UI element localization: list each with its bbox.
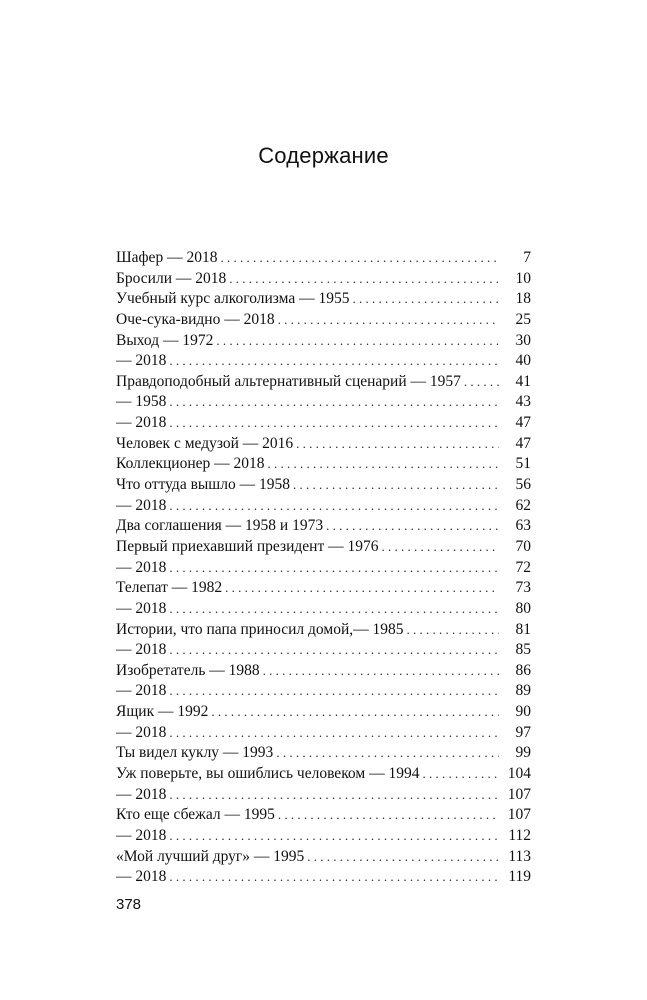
toc-entry [116, 599, 531, 620]
toc-entry [116, 847, 531, 868]
toc-entry-title: — 2018 [116, 496, 167, 514]
dot-leader [263, 661, 499, 682]
dot-leader [225, 578, 499, 599]
toc-entry-title: — 2018 [116, 785, 167, 803]
dot-leader [169, 785, 499, 806]
toc-entry-title: Ящик — 1992 [116, 703, 209, 721]
toc-entry-title: Бросили — 2018 [116, 269, 227, 287]
toc-entry [116, 805, 531, 826]
toc-entry [116, 578, 531, 599]
toc-entry-page: 10 [515, 269, 531, 287]
toc-entry [116, 310, 531, 331]
toc-entry [116, 454, 531, 475]
toc-entry [116, 516, 531, 537]
toc-entry [116, 434, 531, 455]
toc-entry-page: 70 [515, 537, 531, 555]
toc-entry [116, 248, 531, 269]
toc-entry [116, 289, 531, 310]
toc-entry-page: 85 [515, 641, 531, 659]
toc-entry-page: 89 [515, 682, 531, 700]
toc-entry [116, 351, 531, 372]
toc-entry-page: 119 [508, 868, 531, 886]
dot-leader [422, 764, 499, 785]
toc-entry [116, 475, 531, 496]
dot-leader [293, 475, 499, 496]
toc-entry-title: Шафер — 2018 [116, 249, 218, 266]
toc-entry [116, 785, 531, 806]
dot-leader [169, 558, 499, 579]
toc-entry [116, 413, 531, 434]
dot-leader [169, 867, 499, 888]
toc-entry [116, 661, 531, 682]
toc-entry-page: 81 [515, 620, 531, 638]
dot-leader [169, 351, 499, 372]
toc-entry-title: Что оттуда вышло — 1958 [116, 476, 290, 494]
toc-entry-page: 7 [523, 249, 531, 266]
toc-entry-title: Правдоподобный альтернативный сценарий — 1957 [116, 372, 461, 390]
toc-entry [116, 743, 531, 764]
dot-leader [268, 454, 499, 475]
table-of-contents [116, 248, 531, 888]
dot-leader [169, 392, 499, 413]
toc-entry-title: — 2018 [116, 599, 167, 617]
toc-entry [116, 620, 531, 641]
toc-entry-page: 73 [515, 579, 531, 597]
toc-entry-page: 62 [515, 496, 531, 514]
toc-entry-page: 40 [515, 352, 531, 370]
dot-leader [169, 599, 499, 620]
toc-entry-title: — 2018 [116, 352, 167, 370]
toc-entry [116, 496, 531, 517]
toc-entry-title: Коллекционер — 2018 [116, 455, 265, 473]
toc-entry-page: 41 [515, 372, 531, 390]
toc-entry-title: Первый приехавший президент — 1976 [116, 537, 379, 555]
toc-entry-title: — 2018 [116, 682, 167, 700]
toc-entry-title: Ты видел куклу — 1993 [116, 744, 274, 762]
toc-entry-title: Оче-сука-видно — 2018 [116, 310, 275, 328]
toc-entry-page: 43 [515, 393, 531, 411]
toc-entry-title: Кто еще сбежал — 1995 [116, 806, 275, 824]
toc-entry-page: 107 [507, 785, 531, 803]
toc-entry-page: 97 [515, 723, 531, 741]
toc-entry [116, 392, 531, 413]
toc-entry-page: 72 [515, 558, 531, 576]
dot-leader [169, 640, 499, 661]
toc-entry-page: 18 [515, 290, 531, 308]
toc-entry-title: Истории, что папа приносил домой,— 1985 [116, 620, 404, 638]
toc-entry-title: — 2018 [116, 723, 167, 741]
dot-leader [278, 805, 499, 826]
toc-entry-title: — 2018 [116, 558, 167, 576]
toc-entry [116, 558, 531, 579]
toc-entry-title: Уж поверьте, вы ошиблись человеком — 1994 [116, 765, 420, 783]
page-title: Содержание [258, 143, 389, 168]
dot-leader [229, 269, 499, 290]
toc-entry-page: 104 [507, 765, 531, 783]
dot-leader [211, 702, 499, 723]
toc-entry-title: — 2018 [116, 641, 167, 659]
dot-leader [278, 310, 499, 331]
toc-entry-title: Телепат — 1982 [116, 579, 223, 597]
toc-entry-page: 47 [515, 434, 531, 452]
toc-entry-page: 56 [515, 476, 531, 494]
dot-leader [169, 681, 499, 702]
toc-entry [116, 826, 531, 847]
toc-entry-page: 63 [515, 517, 531, 535]
dot-leader [382, 537, 499, 558]
toc-entry [116, 331, 531, 352]
toc-entry [116, 537, 531, 558]
toc-entry-title: Два соглашения — 1958 и 1973 [116, 517, 324, 535]
toc-entry [116, 640, 531, 661]
toc-entry-page: 47 [515, 414, 531, 432]
toc-entry [116, 269, 531, 290]
toc-entry-page: 107 [507, 806, 531, 824]
toc-entry-title: Выход — 1972 [116, 331, 214, 349]
dot-leader [169, 496, 499, 517]
toc-entry [116, 867, 531, 888]
toc-entry-page: 112 [508, 826, 531, 844]
page-number: 378 [116, 896, 142, 913]
dot-leader [276, 743, 499, 764]
toc-entry-page: 99 [515, 744, 531, 762]
toc-entry [116, 723, 531, 744]
dot-leader [307, 847, 499, 868]
toc-entry-title: — 2018 [116, 414, 167, 432]
dot-leader [326, 516, 499, 537]
dot-leader [169, 413, 499, 434]
dot-leader [353, 289, 499, 310]
dot-leader [169, 826, 499, 847]
toc-entry [116, 372, 531, 393]
dot-leader [220, 248, 499, 269]
dot-leader [296, 434, 499, 455]
toc-entry-page: 30 [515, 331, 531, 349]
toc-entry-page: 113 [508, 847, 531, 865]
toc-entry-page: 90 [515, 703, 531, 721]
toc-entry-page: 86 [515, 661, 531, 679]
dot-leader [407, 620, 500, 641]
toc-entry [116, 702, 531, 723]
toc-entry-page: 80 [515, 599, 531, 617]
dot-leader [169, 723, 499, 744]
toc-entry [116, 764, 531, 785]
toc-entry-title: — 2018 [116, 868, 167, 886]
toc-entry-title: Человек с медузой — 2016 [116, 434, 294, 452]
dot-leader [216, 331, 499, 352]
toc-entry-title: «Мой лучший друг» — 1995 [116, 847, 305, 865]
toc-entry-title: Изобретатель — 1988 [116, 661, 260, 679]
toc-entry-page: 51 [515, 455, 531, 473]
toc-entry-title: — 1958 [116, 393, 167, 411]
toc-entry-title: Учебный курс алкоголизма — 1955 [116, 290, 350, 308]
dot-leader [464, 372, 499, 393]
toc-entry-page: 25 [515, 310, 531, 328]
toc-entry-title: — 2018 [116, 826, 167, 844]
toc-entry [116, 681, 531, 702]
